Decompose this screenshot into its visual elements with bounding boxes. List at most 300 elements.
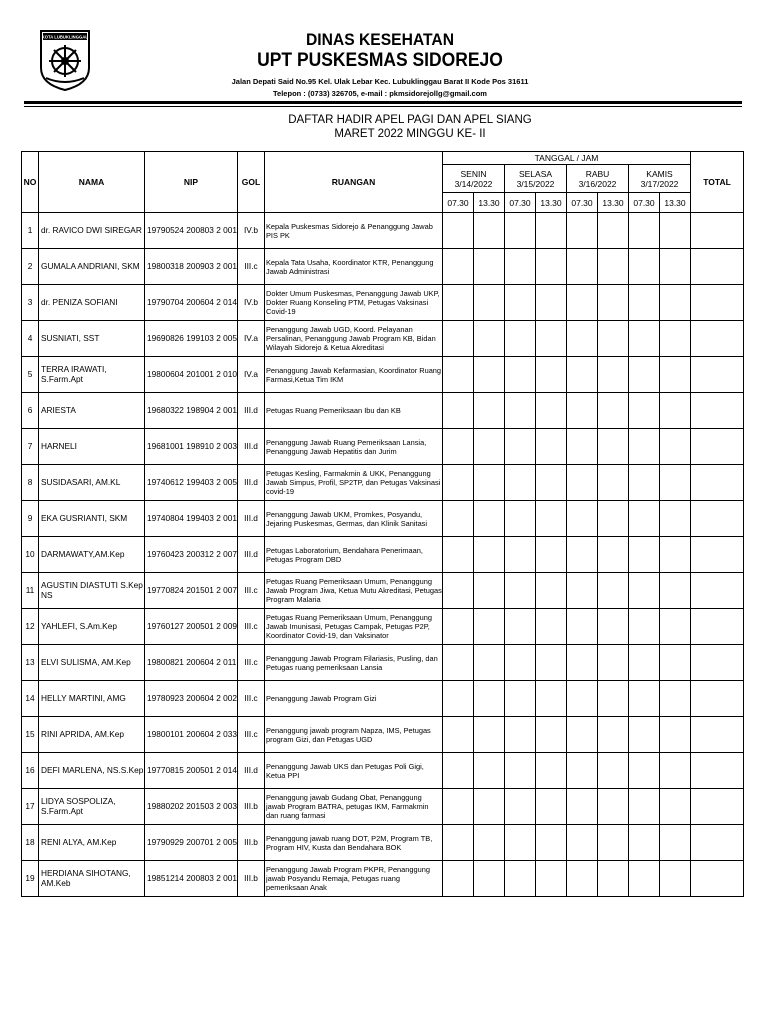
row-nama: TERRA IRAWATI, S.Farm.Apt [39,357,145,393]
table-row [22,465,744,501]
attendance-cell[interactable] [505,537,536,573]
attendance-cell[interactable] [536,321,567,357]
row-no: 5 [22,357,39,393]
attendance-cell[interactable] [536,861,567,897]
attendance-cell[interactable] [567,609,598,645]
attendance-cell[interactable] [443,753,474,789]
attendance-cell[interactable] [598,573,629,609]
table-row [22,321,744,357]
attendance-cell[interactable] [474,681,505,717]
day-header: SELASA 3/15/2022 [505,165,567,193]
row-nip: 19800318 200903 2 001 [145,249,238,285]
attendance-cell[interactable] [505,285,536,321]
attendance-cell[interactable] [505,465,536,501]
attendance-cell[interactable] [536,501,567,537]
row-ruangan: Petugas Kesling, Farmakmin & UKK, Penanggung Jawab Simpus, Profil, SP2TP, dan Petugas Vaksinasi covid-19 [265,465,443,501]
row-nama: YAHLEFI, S.Am.Kep [39,609,145,645]
total-cell[interactable] [691,825,744,861]
day-header: RABU 3/16/2022 [567,165,629,193]
attendance-cell[interactable] [536,393,567,429]
attendance-cell[interactable] [629,213,660,249]
row-gol: III.c [238,681,265,717]
row-nama: dr. PENIZA SOFIANI [39,285,145,321]
attendance-cell[interactable] [443,861,474,897]
attendance-cell[interactable] [598,357,629,393]
row-nip: 19800604 201001 2 010 [145,357,238,393]
unit-name: UPT PUSKESMAS SIDOREJO [257,50,503,71]
table-row [22,393,744,429]
attendance-cell[interactable] [660,321,691,357]
row-no: 8 [22,465,39,501]
attendance-cell[interactable] [443,213,474,249]
attendance-cell[interactable] [660,825,691,861]
attendance-cell[interactable] [567,825,598,861]
row-nip: 19790704 200604 2 014 [145,285,238,321]
day-header: SENIN 3/14/2022 [443,165,505,193]
row-nip: 19770815 200501 2 014 [145,753,238,789]
total-cell[interactable] [691,537,744,573]
attendance-cell[interactable] [629,429,660,465]
attendance-cell[interactable] [598,213,629,249]
row-nip: 19790524 200803 2 001 [145,213,238,249]
row-nama: ARIESTA [39,393,145,429]
time-header: 07.30 [505,193,536,213]
attendance-cell[interactable] [536,285,567,321]
row-nip: 19800101 200604 2 033 [145,717,238,753]
row-nama: SUSIDASARI, AM.KL [39,465,145,501]
col-tanggal-jam: TANGGAL / JAM [443,152,691,165]
total-cell[interactable] [691,609,744,645]
total-cell[interactable] [691,465,744,501]
attendance-cell[interactable] [536,753,567,789]
attendance-cell[interactable] [474,465,505,501]
attendance-cell[interactable] [443,321,474,357]
attendance-cell[interactable] [629,573,660,609]
row-no: 6 [22,393,39,429]
attendance-cell[interactable] [598,285,629,321]
attendance-cell[interactable] [567,789,598,825]
attendance-cell[interactable] [536,681,567,717]
row-no: 15 [22,717,39,753]
total-cell[interactable] [691,573,744,609]
attendance-cell[interactable] [505,357,536,393]
row-gol: IV.a [238,357,265,393]
row-gol: III.d [238,537,265,573]
attendance-cell[interactable] [629,501,660,537]
attendance-cell[interactable] [598,249,629,285]
attendance-cell[interactable] [629,681,660,717]
table-row [22,825,744,861]
row-no: 7 [22,429,39,465]
row-gol: III.b [238,789,265,825]
row-gol: III.c [238,717,265,753]
table-row [22,429,744,465]
attendance-cell[interactable] [660,861,691,897]
attendance-cell[interactable] [474,645,505,681]
attendance-cell[interactable] [505,501,536,537]
attendance-cell[interactable] [598,861,629,897]
row-ruangan: Penanggung Jawab UGD, Koord. Pelayanan Persalinan, Penanggung Jawab Program KB, Bidan Wilayah Sidorejo & Ketua Akreditasi [265,321,443,357]
attendance-cell[interactable] [443,393,474,429]
attendance-cell[interactable] [629,537,660,573]
attendance-cell[interactable] [505,681,536,717]
attendance-cell[interactable] [567,681,598,717]
attendance-cell[interactable] [443,609,474,645]
row-ruangan: Penanggung Jawab Program Gizi [265,681,443,717]
document-title: DAFTAR HADIR APEL PAGI DAN APEL SIANG [288,114,532,126]
total-cell[interactable] [691,717,744,753]
row-gol: III.c [238,645,265,681]
attendance-cell[interactable] [474,573,505,609]
attendance-cell[interactable] [629,609,660,645]
svg-text:KOTA LUBUKLINGGAU: KOTA LUBUKLINGGAU [41,34,89,40]
attendance-cell[interactable] [443,429,474,465]
table-row [22,789,744,825]
row-ruangan: Penanggung Jawab UKS dan Petugas Poli Gigi, Ketua PPI [265,753,443,789]
attendance-cell[interactable] [505,213,536,249]
header-rule-thin [24,106,742,107]
attendance-cell[interactable] [443,465,474,501]
total-cell[interactable] [691,501,744,537]
total-cell[interactable] [691,285,744,321]
row-ruangan: Petugas Ruang Pemeriksaan Umum, Penanggung Jawab Imunisasi, Petugas Campak, Petugas P2P, Koordinator Covid-19, dan Vaksinator [265,609,443,645]
col-ruangan: RUANGAN [265,152,443,213]
attendance-cell[interactable] [536,429,567,465]
row-nama: LIDYA SOSPOLIZA, S.Farm.Apt [39,789,145,825]
table-row [22,285,744,321]
row-nip: 19740804 199403 2 001 [145,501,238,537]
attendance-cell[interactable] [474,213,505,249]
col-gol: GOL [238,152,265,213]
attendance-cell[interactable] [474,249,505,285]
row-gol: III.d [238,753,265,789]
attendance-cell[interactable] [660,285,691,321]
row-ruangan: Penanggung Jawab Ruang Pemeriksaan Lansia, Penanggung Jawab Hepatitis dan Jurim [265,429,443,465]
header-rule-thick [24,101,742,104]
attendance-cell[interactable] [660,393,691,429]
day-header: KAMIS 3/17/2022 [629,165,691,193]
attendance-cell[interactable] [567,429,598,465]
table-row [22,645,744,681]
attendance-cell[interactable] [598,645,629,681]
attendance-cell[interactable] [567,249,598,285]
table-row [22,861,744,897]
attendance-cell[interactable] [505,393,536,429]
attendance-cell[interactable] [474,537,505,573]
attendance-cell[interactable] [629,753,660,789]
row-no: 12 [22,609,39,645]
time-header: 13.30 [660,193,691,213]
attendance-cell[interactable] [598,465,629,501]
row-nama: SUSNIATI, SST [39,321,145,357]
time-header: 13.30 [474,193,505,213]
attendance-cell[interactable] [660,681,691,717]
attendance-cell[interactable] [629,357,660,393]
attendance-cell[interactable] [505,717,536,753]
row-ruangan: Dokter Umum Puskesmas, Penanggung Jawab UKP, Dokter Ruang Konseling PTM, Petugas Vaksinasi Covid-19 [265,285,443,321]
attendance-cell[interactable] [474,789,505,825]
col-total: TOTAL [691,152,744,213]
row-ruangan: Petugas Ruang Pemeriksaan Ibu dan KB [265,393,443,429]
attendance-cell[interactable] [474,285,505,321]
table-row [22,249,744,285]
attendance-cell[interactable] [660,789,691,825]
row-no: 11 [22,573,39,609]
table-row [22,573,744,609]
row-gol: III.d [238,501,265,537]
attendance-cell[interactable] [536,573,567,609]
attendance-cell[interactable] [505,573,536,609]
attendance-cell[interactable] [536,645,567,681]
attendance-cell[interactable] [536,213,567,249]
attendance-cell[interactable] [505,609,536,645]
attendance-cell[interactable] [567,285,598,321]
row-gol: III.c [238,573,265,609]
attendance-cell[interactable] [629,861,660,897]
row-nip: 19780923 200604 2 002 [145,681,238,717]
attendance-cell[interactable] [567,213,598,249]
attendance-cell[interactable] [474,753,505,789]
attendance-cell[interactable] [536,825,567,861]
attendance-cell[interactable] [505,789,536,825]
contact-line: Telepon : (0733) 326705, e-mail : pkmsidorejollg@gmail.com [273,89,487,98]
row-gol: III.c [238,609,265,645]
attendance-cell[interactable] [629,285,660,321]
attendance-cell[interactable] [660,501,691,537]
attendance-cell[interactable] [629,321,660,357]
attendance-cell[interactable] [474,357,505,393]
attendance-cell[interactable] [474,609,505,645]
table-row [22,501,744,537]
attendance-cell[interactable] [567,753,598,789]
attendance-cell[interactable] [567,537,598,573]
row-gol: III.d [238,429,265,465]
attendance-cell[interactable] [536,609,567,645]
attendance-cell[interactable] [536,537,567,573]
attendance-cell[interactable] [567,645,598,681]
row-gol: III.d [238,393,265,429]
row-nip: 19681001 198910 2 003 [145,429,238,465]
time-header: 07.30 [567,193,598,213]
attendance-cell[interactable] [536,465,567,501]
row-no: 14 [22,681,39,717]
attendance-cell[interactable] [598,537,629,573]
table-row [22,753,744,789]
total-cell[interactable] [691,357,744,393]
row-gol: III.c [238,249,265,285]
attendance-cell[interactable] [629,249,660,285]
row-no: 16 [22,753,39,789]
row-gol: III.d [238,465,265,501]
attendance-cell[interactable] [474,717,505,753]
attendance-cell[interactable] [443,825,474,861]
row-nip: 19880202 201503 2 003 [145,789,238,825]
attendance-cell[interactable] [443,717,474,753]
row-ruangan: Kepala Tata Usaha, Koordinator KTR, Penanggung Jawab Administrasi [265,249,443,285]
row-ruangan: Petugas Ruang Pemeriksaan Umum, Penanggung Jawab Program Jiwa, Ketua Mutu Akreditasi, Petugas Program Malaria [265,573,443,609]
row-nama: dr. RAVICO DWI SIREGAR [39,213,145,249]
attendance-cell[interactable] [660,753,691,789]
attendance-cell[interactable] [629,645,660,681]
attendance-cell[interactable] [443,357,474,393]
attendance-cell[interactable] [505,645,536,681]
attendance-cell[interactable] [505,825,536,861]
row-nip: 19851214 200803 2 001 [145,861,238,897]
row-ruangan: Kepala Puskesmas Sidorejo & Penanggung Jawab PIS PK [265,213,443,249]
col-no: NO [22,152,39,213]
row-nama: RENI ALYA, AM.Kep [39,825,145,861]
row-nip: 19790929 200701 2 005 [145,825,238,861]
attendance-cell[interactable] [598,681,629,717]
row-ruangan: Penanggung jawab Gudang Obat, Penanggung jawab Program BATRA, petugas IKM, Farmakmin dan ruang farmasi [265,789,443,825]
total-cell[interactable] [691,789,744,825]
attendance-cell[interactable] [660,213,691,249]
row-nip: 19690826 199103 2 005 [145,321,238,357]
row-nip: 19800821 200604 2 011 [145,645,238,681]
total-cell[interactable] [691,429,744,465]
attendance-cell[interactable] [536,357,567,393]
attendance-cell[interactable] [567,393,598,429]
attendance-cell[interactable] [567,321,598,357]
attendance-cell[interactable] [629,393,660,429]
row-ruangan: Penanggung Jawab Kefarmasian, Koordinator Ruang Farmasi,Ketua Tim IKM [265,357,443,393]
total-cell[interactable] [691,213,744,249]
attendance-cell[interactable] [629,465,660,501]
row-nama: HELLY MARTINI, AMG [39,681,145,717]
row-ruangan: Penanggung jawab program Napza, IMS, Petugas program Gizi, dan Petugas UGD [265,717,443,753]
attendance-cell[interactable] [660,429,691,465]
attendance-cell[interactable] [598,753,629,789]
time-header: 07.30 [629,193,660,213]
attendance-cell[interactable] [443,501,474,537]
address-line: Jalan Depati Said No.95 Kel. Ulak Lebar Kec. Lubuklinggau Barat II Kode Pos 31611 [231,77,529,86]
row-gol: IV.a [238,321,265,357]
attendance-cell[interactable] [660,609,691,645]
row-nama: DARMAWATY,AM.Kep [39,537,145,573]
table-row [22,537,744,573]
row-nama: HARNELI [39,429,145,465]
attendance-cell[interactable] [505,861,536,897]
row-gol: III.b [238,825,265,861]
row-gol: III.b [238,861,265,897]
row-nama: HERDIANA SIHOTANG, AM.Keb [39,861,145,897]
attendance-cell[interactable] [567,717,598,753]
attendance-cell[interactable] [660,249,691,285]
attendance-cell[interactable] [660,357,691,393]
time-header: 13.30 [536,193,567,213]
attendance-cell[interactable] [598,501,629,537]
attendance-cell[interactable] [505,321,536,357]
row-nip: 19680322 198904 2 001 [145,393,238,429]
attendance-cell[interactable] [474,501,505,537]
attendance-cell[interactable] [598,321,629,357]
attendance-cell[interactable] [505,753,536,789]
total-cell[interactable] [691,249,744,285]
row-no: 17 [22,789,39,825]
row-nip: 19760423 200312 2 007 [145,537,238,573]
attendance-cell[interactable] [443,645,474,681]
attendance-cell[interactable] [536,249,567,285]
attendance-cell[interactable] [443,681,474,717]
attendance-cell[interactable] [567,573,598,609]
table-row [22,357,744,393]
attendance-cell[interactable] [536,789,567,825]
total-cell[interactable] [691,393,744,429]
attendance-cell[interactable] [536,717,567,753]
time-header: 13.30 [598,193,629,213]
total-cell[interactable] [691,753,744,789]
attendance-cell[interactable] [598,717,629,753]
row-nama: ELVI SULISMA, AM.Kep [39,645,145,681]
attendance-cell[interactable] [660,645,691,681]
attendance-cell[interactable] [567,861,598,897]
total-cell[interactable] [691,681,744,717]
row-no: 19 [22,861,39,897]
total-cell[interactable] [691,321,744,357]
table-row [22,717,744,753]
attendance-cell[interactable] [443,285,474,321]
attendance-table [21,151,744,897]
attendance-cell[interactable] [598,393,629,429]
table-row [22,213,744,249]
table-row [22,681,744,717]
row-no: 9 [22,501,39,537]
attendance-cell[interactable] [474,393,505,429]
attendance-cell[interactable] [598,825,629,861]
time-header: 07.30 [443,193,474,213]
attendance-cell[interactable] [629,825,660,861]
row-nama: RINI APRIDA, AM.Kep [39,717,145,753]
attendance-cell[interactable] [660,717,691,753]
row-no: 10 [22,537,39,573]
attendance-cell[interactable] [567,501,598,537]
row-nama: EKA GUSRIANTI, SKM [39,501,145,537]
row-no: 1 [22,213,39,249]
table-row [22,609,744,645]
attendance-cell[interactable] [443,249,474,285]
attendance-cell[interactable] [474,429,505,465]
row-gol: IV.b [238,213,265,249]
attendance-cell[interactable] [598,609,629,645]
row-nama: AGUSTIN DIASTUTI S.Kep NS [39,573,145,609]
attendance-cell[interactable] [660,537,691,573]
attendance-cell[interactable] [660,573,691,609]
attendance-cell[interactable] [567,357,598,393]
row-gol: IV.b [238,285,265,321]
attendance-cell[interactable] [443,573,474,609]
attendance-cell[interactable] [660,465,691,501]
attendance-cell[interactable] [505,429,536,465]
attendance-cell[interactable] [598,789,629,825]
attendance-cell[interactable] [443,537,474,573]
attendance-cell[interactable] [474,861,505,897]
row-no: 2 [22,249,39,285]
total-cell[interactable] [691,861,744,897]
col-nama: NAMA [39,152,145,213]
attendance-cell[interactable] [567,465,598,501]
attendance-cell[interactable] [474,825,505,861]
attendance-cell[interactable] [629,789,660,825]
attendance-cell[interactable] [598,429,629,465]
attendance-cell[interactable] [443,789,474,825]
row-no: 4 [22,321,39,357]
attendance-cell[interactable] [505,249,536,285]
total-cell[interactable] [691,645,744,681]
attendance-cell[interactable] [474,321,505,357]
row-nip: 19770824 201501 2 007 [145,573,238,609]
attendance-cell[interactable] [629,717,660,753]
row-ruangan: Penanggung Jawab Program PKPR, Penanggung jawab Posyandu Remaja, Petugas ruang pemeriksaan Anak [265,861,443,897]
